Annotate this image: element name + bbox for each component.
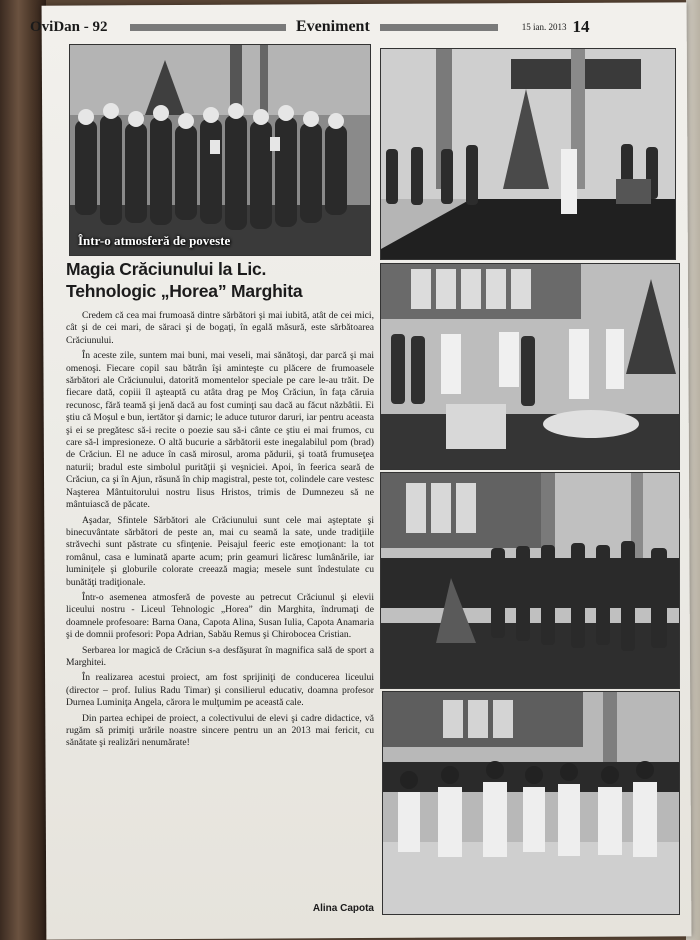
page-number: 14: [572, 17, 590, 36]
wooden-table-backdrop: [0, 0, 46, 940]
article-paragraph: Din partea echipei de proiect, a colectivului de elevi şi cadre didactice, vă rugăm să primiţi urările noastre sincere pentru un an 2013 mai fericit, cu sănătate şi realizări nenumărate!: [66, 712, 374, 749]
choir-photo: [69, 44, 371, 256]
page-header: [30, 16, 670, 38]
article-paragraph: În aceste zile, suntem mai buni, mai veseli, mai sănătoşi, dar parcă şi mai omenoşi. Fiecare copil sau bătrân îşi aminteşte cu plăcere de frumoasele sărbători ale Crăciunului, datorită momentelor speciale pe care le-au trăit. De fiecare dată, copiii îl aşteaptă cu atâta drag pe Moş Crăciun, în faţa căruia recunosc, fără teamă şi jenă dacă au fost cuminţi sau dacă au făcut năzbâtii. Ei ştiu că Moşul e bun, iertător şi darnic; le aduce tuturor daruri, iar pentru aceasta şi ei se pregătesc să-i recite o poezie sau să-i cânte ce ştiu ei mai frumos, cu care să-l impresioneze. O altă bucurie a sărbătorii este inegalabilul pom (brad) de Crăciun. El ne aduce în casă mirosul, aroma pădurii, şi toată frumuseţea naturii; bradul este simbolul purităţii şi veşniciei. Apoi, în feerica seară de Crăciun, ca şi în Ajun, răsună în chip magistral, peste tot, colindele care vestesc Naşterea Mântuitorului nostru Iisus Hristos, trimis de Dumnezeu să ne mântuiască de păcate.: [66, 350, 374, 511]
publication-name: OviDan - 92: [30, 18, 108, 35]
nativity-stage-photo: [380, 48, 676, 260]
article-paragraph: Într-o asemenea atmosferă de poveste au petrecut Crăciunul şi elevii liceului nostru - Liceul Tehnologic „Horea” din Marghita, îndrumaţi de doamnele profesoare: Barna Oana, Capota Alina, Susan Iulia, Capota Anamaria şi de domnii profesori: Popa Adrian, Sabău Remus şi Chirobocea Cristian.: [66, 591, 374, 641]
issue-date: 15 ian. 2013: [521, 22, 567, 32]
folk-group-photo: [380, 472, 680, 689]
headline-line: Tehnologic „Horea” Marghita: [66, 281, 303, 301]
article-paragraph: În realizarea acestui proiect, am fost sprijiniţi de conducerea liceului (director – prof. Iulius Radu Timar) şi consilierul educativ, doamna profesor Durnea Luminiţa Angela, cărora le mulţumim pe această cale.: [66, 672, 374, 709]
headline-line: Magia Crăciunului la Lic.: [66, 259, 267, 279]
article-paragraph: Serbarea lor magică de Crăciun s-a desfăşurat în magnifica sală de sport a Marghitei.: [66, 644, 374, 668]
article-headline: [66, 258, 374, 302]
photo-caption: Într-o atmosferă de poveste: [78, 233, 231, 248]
header-rule: [380, 24, 498, 31]
header-rule: [130, 24, 286, 31]
article: [66, 258, 374, 753]
article-paragraph: Credem că cea mai frumoasă dintre sărbători şi mai iubită, atât de cei mici, cât şi de cei mari, de săraci şi de bogaţi, în egală măsură, este sărbătoarea Crăciunului.: [66, 310, 374, 346]
folk-dance-photo: [382, 691, 680, 915]
section-title: Eveniment: [296, 18, 370, 35]
article-author: Alina Capota: [312, 903, 374, 914]
article-paragraph: Aşadar, Sfintele Sărbători ale Crăciunului sunt cele mai aşteptate şi binecuvântate sărbători de peste an, mai cu seamă la sate, unde tradiţiile străvechi sunt păstrate cu sfinţenie. Peisajul feeric este emoţionant: la tot românul, casa e luminată aparte acum; prin geamuri licăresc lumânările, iar luminiţele şi globurile colorate creează magia; mesele sunt îndestulate cu bunătăţi tradiţionale.: [66, 514, 374, 588]
carolers-scene-photo: [380, 263, 680, 470]
